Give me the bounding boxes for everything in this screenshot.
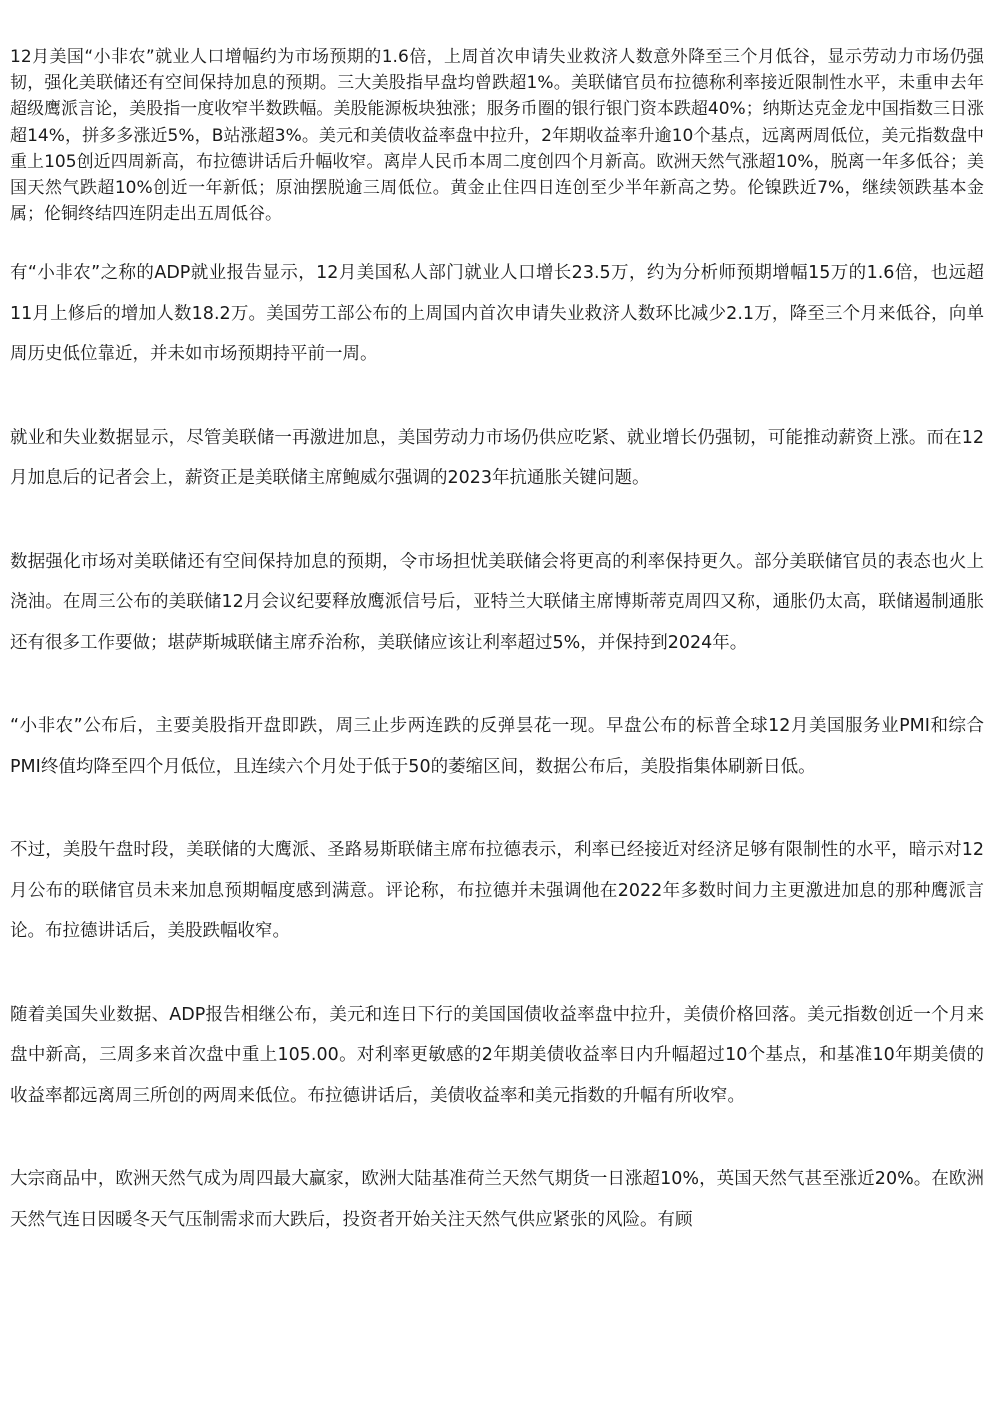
- article-paragraph: 有“小非农”之称的ADP就业报告显示，12月美国私人部门就业人口增长23.5万，约为分析师预期增幅15万的1.6倍，也远超11月上修后的增加人数18.2万。美国劳工部公布的上周国内首次申请失业救济人数环比减少2.1万，降至三个月来低谷，向单周历史低位靠近，并未如市场预期持平前一周。: [10, 263, 984, 365]
- summary-paragraph: 12月美国“小非农”就业人口增幅约为市场预期的1.6倍，上周首次申请失业救济人数意外降至三个月低谷，显示劳动力市场仍强韧，强化美联储还有空间保持加息的预期。三大美股指早盘均曾跌超1%。美联储官员布拉德称利率接近限制性水平，未重申去年超级鹰派言论，美股指一度收窄半数跌幅。美股能源板块独涨；服务币圈的银行银门资本跌超40%；纳斯达克金龙中国指数三日涨超14%，拼多多涨近5%，B站涨超3%。美元和美债收益率盘中拉升，2年期收益率升逾10个基点，远离两周低位，美元指数盘中重上105创近四周新高，布拉德讲话后升幅收窄。离岸人民币本周二度创四个月新高。欧洲天然气涨超10%，脱离一年多低谷；美国天然气跌超10%创近一年新低；原油摆脱逾三周低位。黄金止住四日连创至少半年新高之势。伦镍跌近7%，继续领跌基本金属；伦铜终结四连阴走出五周低谷。: [10, 47, 984, 225]
- article-paragraph: 大宗商品中，欧洲天然气成为周四最大赢家，欧洲大陆基准荷兰天然气期货一日涨超10%，英国天然气甚至涨近20%。在欧洲天然气连日因暖冬天气压制需求而大跌后，投资者开始关注天然气供应紧张的风险。有顾: [10, 1169, 984, 1230]
- article-paragraph: 就业和失业数据显示，尽管美联储一再激进加息，美国劳动力市场仍供应吃紧、就业增长仍强韧，可能推动薪资上涨。而在12月加息后的记者会上，薪资正是美联储主席鲍威尔强调的2023年抗通胀关键问题。: [10, 427, 984, 489]
- article-paragraph: 数据强化市场对美联储还有空间保持加息的预期，令市场担忧美联储会将更高的利率保持更久。部分美联储官员的表态也火上浇油。在周三公布的美联储12月会议纪要释放鹰派信号后，亚特兰大联储主席博斯蒂克周四又称，通胀仍太高，联储遏制通胀还有很多工作要做；堪萨斯城联储主席乔治称，美联储应该让利率超过5%，并保持到2024年。: [10, 551, 984, 653]
- article-paragraph: 随着美国失业数据、ADP报告相继公布，美元和连日下行的美国国债收益率盘中拉升，美债价格回落。美元指数创近一个月来盘中新高，三周多来首次盘中重上105.00。对利率更敏感的2年期美债收益率日内升幅超过10个基点，和基准10年期美债的收益率都远离周三所创的两周来低位。布拉德讲话后，美债收益率和美元指数的升幅有所收窄。: [10, 1004, 984, 1106]
- article-paragraph: “小非农”公布后，主要美股指开盘即跌，周三止步两连跌的反弹昙花一现。早盘公布的标普全球12月美国服务业PMI和综合PMI终值均降至四个月低位，且连续六个月处于低于50的萎缩区间，数据公布后，美股指集体刷新日低。: [10, 716, 984, 777]
- article-body: [10, 0, 984, 1240]
- article-paragraph: 不过，美股午盘时段，美联储的大鹰派、圣路易斯联储主席布拉德表示，利率已经接近对经济足够有限制性的水平，暗示对12月公布的联储官员未来加息预期幅度感到满意。评论称，布拉德并未强调他在2022年多数时间力主更激进加息的那种鹰派言论。布拉德讲话后，美股跌幅收窄。: [10, 840, 984, 942]
